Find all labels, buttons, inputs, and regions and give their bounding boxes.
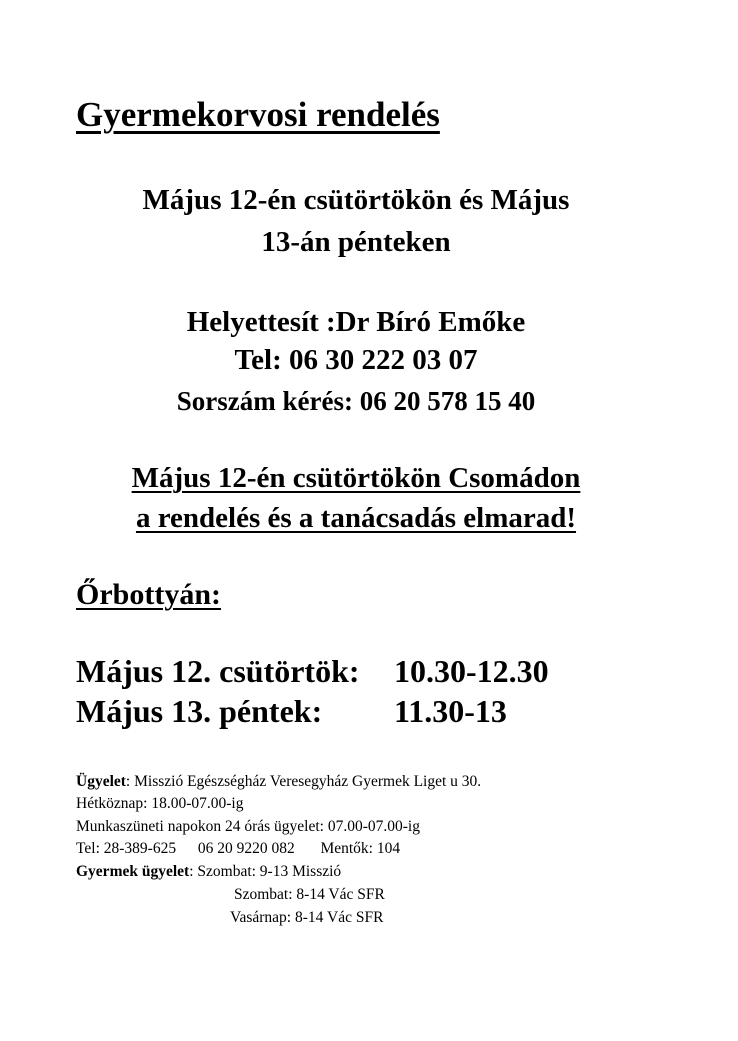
duty-contacts xyxy=(76,839,400,859)
substitute-tel: Tel: 06 30 222 03 07 xyxy=(234,344,478,376)
notice-line-1: Május 12-én csütörtökön Csomádon xyxy=(131,462,581,494)
child-duty-row xyxy=(76,862,576,882)
schedule-time: 11.30-13 xyxy=(394,693,507,729)
child-duty-label: Gyermek ügyelet xyxy=(76,863,190,880)
duty-weekday: Hétköznap: 18.00-07.00-ig xyxy=(76,795,244,812)
location-heading: Őrbottyán: xyxy=(76,578,221,611)
child-duty-item: Vasárnap: 8-14 Vác SFR xyxy=(230,909,384,926)
schedule-row xyxy=(76,653,549,690)
duty-text: : Misszió Egészségház Veresegyház Gyermek Liget u 30. xyxy=(125,773,482,790)
duty-holiday: Munkaszüneti napokon 24 órás ügyelet: 07.00-07.00-ig xyxy=(76,818,420,835)
duty-address xyxy=(76,772,481,792)
duty-ambulance: Mentők: 104 xyxy=(320,840,401,857)
child-duty-item: Szombat: 8-14 Vác SFR xyxy=(234,886,385,903)
schedule-day: Május 13. péntek: xyxy=(76,693,323,729)
substitute-ticket: Sorszám kérés: 06 20 578 15 40 xyxy=(176,386,536,416)
substitute-doctor: Helyettesít :Dr Bíró Emőke xyxy=(186,306,526,338)
schedule-day: Május 12. csütörtök: xyxy=(76,653,360,689)
dates-line-2: 13-án pénteken xyxy=(261,226,451,258)
schedule-time: 10.30-12.30 xyxy=(394,653,549,689)
page-title: Gyermekorvosi rendelés xyxy=(76,95,440,134)
duty-tel: Tel: 28-389-625 xyxy=(76,840,177,857)
notice-line-2: a rendelés és a tanácsadás elmarad! xyxy=(135,502,577,534)
schedule-row xyxy=(76,693,507,730)
dates-line-1: Május 12-én csütörtökön és Május xyxy=(142,184,570,216)
duty-mobile: 06 20 9220 082 xyxy=(197,840,295,857)
duty-label: Ügyelet xyxy=(76,773,126,790)
child-duty-item: : Szombat: 9-13 Misszió xyxy=(189,863,342,880)
